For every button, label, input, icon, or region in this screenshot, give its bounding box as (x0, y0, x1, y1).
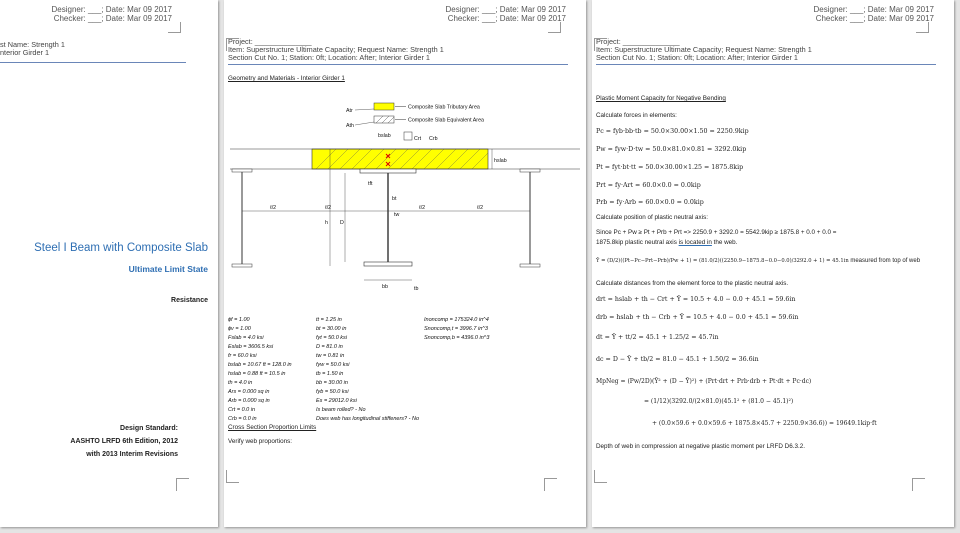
prop-phi-f: ϕf = 1.00 (228, 317, 250, 323)
checker-line: Checker: ___; Date: Mar 09 2017 (447, 14, 566, 23)
header-signoff (51, 5, 172, 23)
properties-column-3 (424, 316, 489, 343)
top-flange (360, 169, 416, 173)
ybar-formula: Ȳ = (D/2)((Pt−Pc−Prt−Prb)/Pw + 1) = (81.0/2)((2250.9−1875.8−0.0−0.0)/3292.0 + 1) = 45.1in (596, 258, 849, 264)
header-block (228, 38, 444, 62)
depth-note-text: Depth of web in compression at negative plastic moment per LRFD D6.3.2. (596, 443, 805, 450)
label-ath: Ath (346, 123, 354, 129)
equation-dc: dc = D − Ȳ + tb/2 = 81.0 − 45.1 + 1.50/2 = 36.6in (596, 356, 759, 363)
prop-phi-v: ϕv = 1.00 (228, 326, 251, 332)
label-d: D (340, 220, 344, 226)
equation-mp-line-2: = (1/12)(3292.0/(2×81.0)(45.1² + (81.0 − 45.1)²) (644, 398, 794, 405)
section-title-geometry: Geometry and Materials - Interior Girder 1 (228, 75, 345, 82)
calc-distances-text: Calculate distances from the element force to the plastic neutral axis. (596, 280, 789, 287)
label-tb: tb (414, 286, 419, 292)
prop-es: Es = 29012.0 ksi (316, 398, 357, 404)
footer-corner-mark (912, 478, 925, 491)
prop-crb: Crb = 0.0 in (228, 416, 257, 422)
equation-drt: drt = hslab + th − Crt + Ȳ = 10.5 + 4.0 − 0.0 + 45.1 = 59.6in (596, 296, 796, 303)
label-hslab: hslab (494, 158, 507, 164)
label-half-spacing-2: ℓ/2 (325, 205, 332, 211)
footer-corner-mark-left (594, 470, 607, 483)
ybar-note: measured from top of web (850, 258, 921, 264)
equation-drb: drb = hslab + th − Crb + Ȳ = 10.5 + 4.0 − 0.0 + 45.1 = 59.6in (596, 314, 799, 321)
standard-line-1: AASHTO LRFD 6th Edition, 2012 (70, 438, 178, 445)
prop-h-slab: hslab = 0.88 ft = 10.5 in (228, 371, 286, 377)
section-title-proportion-limits: Cross Section Proportion Limits (228, 424, 317, 431)
label-tw: tw (394, 212, 400, 218)
header-corner-mark (168, 22, 181, 33)
label-atr: Atr (346, 108, 353, 114)
prop-tb: tb = 1.50 in (316, 371, 344, 377)
prop-fyt: fyt = 50.0 ksi (316, 335, 348, 341)
header-rule (228, 64, 568, 65)
label-tft: tft (368, 181, 373, 187)
header-rule (596, 64, 936, 65)
item-line: st Name: Strength 1 (0, 40, 65, 49)
standard-line-2: with 2013 Interim Revisions (86, 451, 178, 458)
design-standard (70, 422, 178, 461)
header-corner-mark (916, 22, 929, 33)
page-geometry (224, 0, 586, 527)
designer-line: Designer: ___; Date: Mar 09 2017 (813, 5, 934, 14)
prop-ars: Ars = 0.000 sq in (228, 389, 270, 395)
prop-snoncomp-b: Snoncomp,b = 4396.0 in^3 (424, 335, 490, 341)
header-rule (0, 62, 186, 63)
page-plastic-moment (592, 0, 954, 527)
prop-bt: bt = 30.00 in (316, 326, 347, 332)
label-crt: Crt (414, 136, 422, 142)
prop-fyb: fyb = 50.0 ksi (316, 389, 349, 395)
document-subtitle: Ultimate Limit State (128, 264, 208, 274)
equation-mp-line-3: + (0.0×59.6 + 0.0×59.6 + 1875.8×45.7 + 2250.9×36.6)) = 19649.1kip·ft (652, 420, 877, 427)
prop-stiffeners: Does web has longitudinal stiffeners? - No (316, 416, 420, 422)
equation-pc: Pc = fyb·bb·tb = 50.0×30.00×1.50 = 2250.9kip (596, 128, 749, 135)
footer-corner-mark (544, 478, 557, 491)
document-subject: Resistance (171, 297, 208, 304)
checker-line: Checker: ___; Date: Mar 09 2017 (815, 14, 934, 23)
calc-forces-text: Calculate forces in elements: (596, 112, 677, 119)
prop-f-slab: Fslab = 4.0 ksi (228, 335, 264, 341)
item-line: Item: Superstructure Ultimate Capacity; Request Name: Strength 1 (596, 45, 812, 54)
girder-cross-section-diagram (224, 92, 586, 332)
equation-prt: Prt = fy·Art = 60.0×0.0 = 0.0kip (596, 182, 701, 189)
standard-label: Design Standard: (120, 425, 178, 432)
project-line: Project: ______________ (596, 37, 680, 46)
footer-corner-mark-left (226, 470, 239, 483)
footer-corner-mark (176, 478, 189, 491)
prop-snoncomp-t: Snoncomp,t = 3996.7 in^3 (424, 326, 488, 332)
label-half-spacing-1: ℓ/2 (270, 205, 277, 211)
pna-condition-line-2 (596, 239, 737, 246)
prop-tw: tw = 0.81 in (316, 353, 345, 359)
prop-inoncomp: Inoncomp = 175324.0 in^4 (424, 317, 489, 323)
section-title-plastic-moment: Plastic Moment Capacity for Negative Bending (596, 95, 726, 102)
pna-condition-c: the web. (713, 239, 738, 246)
section-line: nterior Girder 1 (0, 48, 50, 57)
prop-fr: fr = 60.0 ksi (228, 353, 257, 359)
equation-pw: Pw = fyw·D·tw = 50.0×81.0×0.81 = 3292.0kip (596, 146, 747, 153)
item-line: Item: Superstructure Ultimate Capacity; Request Name: Strength 1 (228, 45, 444, 54)
header-block (596, 38, 812, 62)
equation-prb: Prb = fy·Arb = 60.0×0.0 = 0.0kip (596, 199, 704, 206)
equation-dt: dt = Ȳ + tt/2 = 45.1 + 1.25/2 = 45.7in (596, 334, 719, 341)
header-signoff (445, 5, 566, 23)
prop-bb: bb = 30.00 in (316, 380, 348, 386)
equation-pt: Pt = fyt·bt·tt = 50.0×30.00×1.25 = 1875.8kip (596, 164, 744, 171)
calc-pna-text: Calculate position of plastic neutral axis: (596, 214, 709, 221)
designer-line: Designer: ___; Date: Mar 09 2017 (51, 5, 172, 14)
prop-e-slab: Eslab = 3606.5 ksi (228, 344, 274, 350)
label-crb: Crb (429, 136, 438, 142)
prop-th: th = 4.0 in (228, 380, 253, 386)
prop-rolled: Is beam rolled? - No (316, 407, 366, 413)
equation-mp-line-1: MpNeg = (Pw/2D)(Ȳ² + (D − Ȳ)²) + (Prt·drt + Prb·drb + Pt·dt + Pc·dc) (596, 378, 812, 385)
pna-condition-line-1: Since Pc + Pw ≥ Pt + Prb + Prt => 2250.9 + 3292.0 = 5542.9kip ≥ 1875.8 + 0.0 + 0.0 = (596, 229, 837, 236)
label-h: h (325, 220, 328, 226)
label-half-spacing-3: ℓ/2 (419, 205, 426, 211)
bottom-flange (364, 262, 412, 266)
verify-web-text: Verify web proportions: (228, 438, 293, 445)
section-line: Section Cut No. 1; Station: 0ft; Location: After; Interior Girder 1 (596, 53, 798, 62)
header-signoff (813, 5, 934, 23)
prop-b-slab: bslab = 10.67 ft = 128.0 in (228, 362, 292, 368)
legend-tributary-label: Composite Slab Tributary Area (408, 104, 480, 111)
label-half-spacing-4: ℓ/2 (477, 205, 484, 211)
section-line: Section Cut No. 1; Station: 0ft; Location: After; Interior Girder 1 (228, 53, 430, 62)
prop-fyw: fyw = 50.0 ksi (316, 362, 350, 368)
designer-line: Designer: ___; Date: Mar 09 2017 (445, 5, 566, 14)
checker-line: Checker: ___; Date: Mar 09 2017 (53, 14, 172, 23)
page-cover (0, 0, 218, 527)
composite-slab (312, 149, 488, 169)
legend-equivalent-label: Composite Slab Equivalent Area (408, 117, 484, 124)
header-corner-mark (548, 22, 561, 33)
legend-tributary-swatch (374, 103, 394, 110)
properties-column-2 (316, 316, 419, 424)
header-item (0, 41, 65, 57)
prop-arb: Arb = 0.000 sq in (228, 398, 270, 404)
label-bt: bt (392, 196, 397, 202)
label-bslab: bslab (378, 133, 391, 139)
prop-tt: tt = 1.25 in (316, 317, 342, 323)
label-bb: bb (382, 284, 388, 290)
properties-column-1 (228, 316, 292, 424)
project-line: Project: ______________ (228, 37, 312, 46)
pna-condition-b: is located in (678, 239, 712, 246)
pna-condition-a: 1875.8kip plastic neutral axis (596, 239, 677, 246)
equation-ybar (596, 258, 920, 264)
prop-crt: Crt = 0.0 in (228, 407, 256, 413)
prop-d: D = 81.0 in (316, 344, 343, 350)
document-title: Steel I Beam with Composite Slab (34, 242, 208, 254)
